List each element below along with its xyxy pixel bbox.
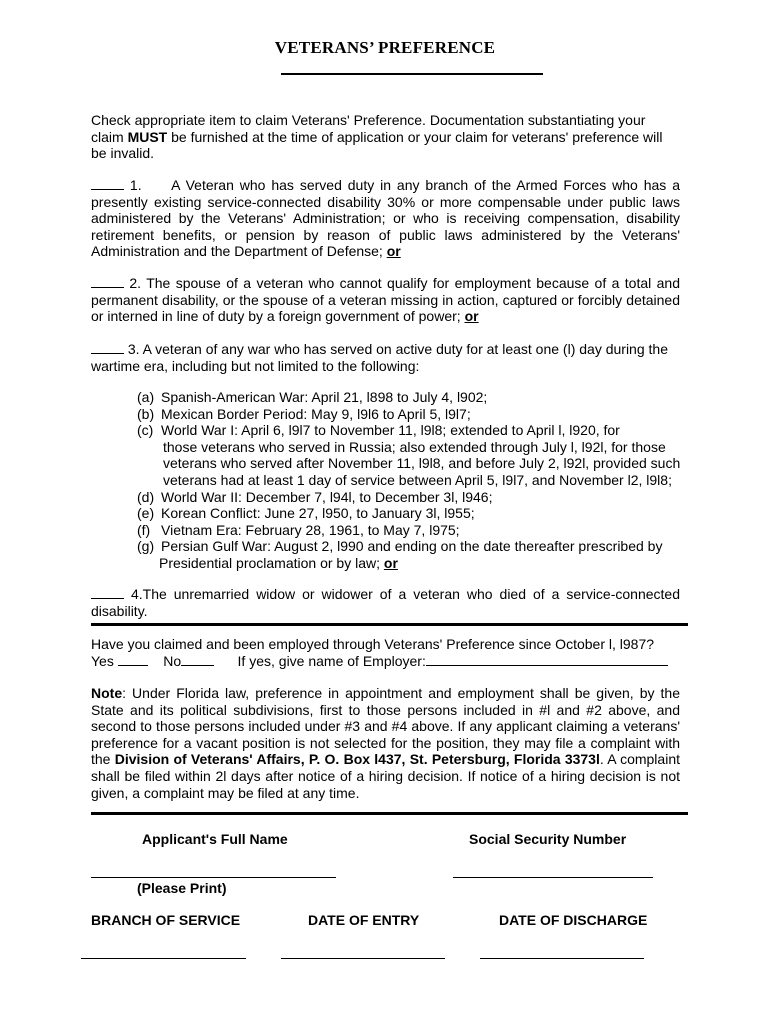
war-label: (d): [137, 488, 155, 505]
intro-text-2: be furnished at the time of application or your claim for veterans' preference will be invalid.: [91, 128, 663, 162]
note-paragraph: [91, 685, 680, 801]
title-underline: [281, 73, 543, 75]
item-1: [91, 177, 680, 260]
claimed-question: Have you claimed and been employed through Veterans' Preference since October l, l987?: [91, 636, 655, 652]
date-of-discharge-field[interactable]: [480, 958, 644, 959]
war-item: [137, 489, 687, 506]
intro-must: MUST: [127, 128, 168, 145]
war-label: (e): [137, 505, 155, 522]
war-text: Spanish-American War: April 21, l898 to July 4, l902;: [161, 389, 488, 405]
war-item: [137, 538, 687, 555]
item-3-checkbox-blank[interactable]: [91, 341, 124, 354]
note-label: Note: [91, 685, 123, 701]
branch-of-service-field[interactable]: [81, 958, 246, 959]
war-item: [137, 505, 687, 522]
ssn-label: Social Security Number: [469, 831, 627, 847]
war-continuation-text: Presidential proclamation or by law;: [159, 554, 384, 571]
war-item-continuation: [137, 555, 687, 572]
item-1-text: A Veteran who has served duty in any branch of the Armed Forces who has a presently existing service-connected disability 30% or more compensable under public laws administered by the Veterans' Administration; or who is receiving compensation, disability retirement benefits, or pension by reason of public laws administered by the Veterans' Administration and the Department of Defense;: [91, 177, 680, 260]
please-print-label: (Please Print): [137, 880, 227, 896]
item-4-checkbox-blank[interactable]: [91, 586, 124, 599]
item-3-text: 3. A veteran of any war who has served on active duty for at least one (l) day during the wartime era, including but not limited to the following:: [91, 341, 668, 374]
item-1-or: or: [386, 243, 401, 260]
applicant-name-label: Applicant's Full Name: [142, 831, 288, 847]
war-item: [137, 422, 687, 439]
war-text: Persian Gulf War: August 2, l990 and ending on the date thereafter prescribed by: [161, 538, 663, 555]
note-text-1: : Under Florida law, preference in appointment and employment shall be given, by the State and its political subdivisions, first to those persons included in #l and #2 above, and second to those persons included under #3 and #4 above. If any applicant claiming a veterans' preference for a vacant position is not selected for the position, they may file a complaint with the: [91, 685, 680, 768]
war-text: Vietnam Era: February 28, 1961, to May 7, l975;: [161, 521, 460, 538]
war-label: (g): [137, 538, 155, 555]
ssn-field[interactable]: [453, 877, 653, 878]
war-text: World War II: December 7, l94l, to December 3l, l946;: [161, 488, 493, 505]
employer-label: If yes, give name of Employer:: [237, 653, 426, 669]
branch-of-service-label: BRANCH OF SERVICE: [91, 912, 241, 928]
item-1-number: 1.: [124, 177, 142, 193]
item-1-checkbox-blank[interactable]: [91, 177, 124, 190]
war-label: (f): [137, 521, 151, 538]
section-divider: [91, 812, 688, 815]
item-4: [91, 586, 680, 619]
war-item: [137, 522, 687, 539]
war-label: (c): [137, 422, 154, 439]
war-item-continuation: those veterans who served in Russia; also extended through July l, l92l, for those veterans who served after November 11, l9l8, and before July 2, l92l, provided such veterans had at least 1 day of service between April 5, l9l7, and November l2, l9l8;: [163, 438, 681, 488]
item-2-or: or: [464, 308, 479, 325]
item-3-or: or: [383, 554, 398, 571]
war-text: Mexican Border Period: May 9, l9l6 to April 5, l9l7;: [161, 405, 471, 422]
item-4-text: 4.The unremarried widow or widower of a veteran who died of a service-connected disability.: [91, 586, 680, 619]
item-2-text: 2. The spouse of a veteran who cannot qualify for employment because of a total and permanent disability, or the spouse of a veteran missing in action, captured or forcibly detained or interned in line of duty by a foreign government of power;: [91, 275, 680, 325]
item-2-checkbox-blank[interactable]: [91, 275, 124, 288]
claimed-answers: [91, 653, 691, 670]
date-of-discharge-label: DATE OF DISCHARGE: [499, 912, 648, 928]
war-item: [137, 406, 687, 423]
note-text-2: . A complaint shall be filed within 2l days after notice of a hiring decision. If notice of a hiring decision is not given, a complaint may be filed at any time.: [91, 751, 680, 801]
applicant-name-field[interactable]: [91, 877, 336, 878]
war-label: (b): [137, 405, 155, 422]
section-divider: [91, 623, 688, 626]
no-label: No: [163, 653, 182, 669]
war-text: World War I: April 6, l9l7 to November 11, l9l8; extended to April l, l920, for: [161, 422, 620, 439]
intro-text-1: Check appropriate item to claim Veterans' Preference. Documentation substantiating your claim: [91, 112, 646, 145]
war-item: [137, 389, 687, 406]
yes-blank[interactable]: [118, 653, 148, 666]
intro-paragraph: [91, 112, 680, 162]
page-title: VETERANS’ PREFERENCE: [274, 38, 496, 57]
note-address: Division of Veterans' Affairs, P. O. Box l437, St. Petersburg, Florida 3373l: [114, 751, 600, 768]
item-3: [91, 341, 680, 374]
yes-label: Yes: [91, 653, 114, 669]
date-of-entry-field[interactable]: [281, 958, 445, 959]
no-blank[interactable]: [181, 653, 214, 666]
war-list: [137, 389, 687, 572]
item-2: [91, 275, 680, 325]
date-of-entry-label: DATE OF ENTRY: [308, 912, 420, 928]
employer-field[interactable]: [426, 653, 668, 666]
war-label: (a): [137, 389, 155, 405]
war-text: Korean Conflict: June 27, l950, to January 3l, l955;: [161, 505, 475, 522]
